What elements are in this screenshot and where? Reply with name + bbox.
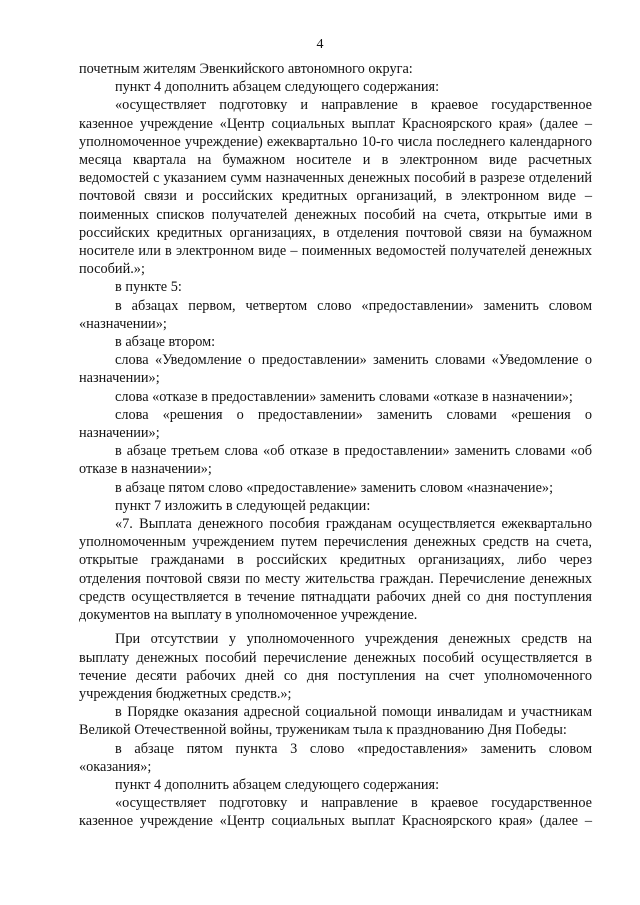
paragraph: в пункте 5: — [115, 279, 182, 296]
paragraph: пункт 7 изложить в следующей редакции: — [115, 497, 371, 514]
page-number: 4 — [316, 37, 324, 52]
paragraph: в абзаце втором: — [115, 334, 216, 351]
paragraph: слова «отказе в предоставлении» заменить словами «отказе в назначении»; — [115, 388, 573, 405]
paragraph: слова «решения о предоставлении» заменить словами «решения о назначении»; — [79, 406, 592, 442]
paragraph: в абзаце пятом слово «предоставление» заменить словом «назначение»; — [115, 479, 554, 496]
paragraph: в абзацах первом, четвертом слово «предоставлении» заменить словом «назначении»; — [79, 297, 592, 332]
paragraph: «осуществляет подготовку и направление в краевое государственное казенное учреждение «Центр социальных выплат Красноярского края» (далее – уполномоченное учреждение) ежеквартально 10-го числа последнего календарного месяца квартала на бумажном носителе и в электронном виде расчетных ведомостей с указанием сумм назначенных денежных пособий в разрезе отделений почтовой связи и российских кредитных организаций, в электронном виде – поименных списков получателей денежных пособий на счета, открытые ими в российских кредитных организациях, в отделения почтовой связи на бумажном носителе или в электронном виде – поименных ведомостей получателей денежных пособий.»; — [79, 97, 592, 278]
document-body — [79, 60, 592, 831]
paragraph: в Порядке оказания адресной социальной помощи инвалидам и участникам Великой Отечественной войны, труженикам тыла к празднованию Дня Победы: — [79, 704, 592, 739]
paragraph: в абзаце пятом пункта 3 слово «предоставления» заменить словом «оказания»; — [79, 740, 592, 775]
paragraph: пункт 4 дополнить абзацем следующего содержания: — [115, 79, 440, 96]
paragraph: При отсутствии у уполномоченного учреждения денежных средств на выплату денежных пособий перечисление денежных пособий осуществляется в течение десяти рабочих дней со дня поступления на счет уполномоченного учреждения бюджетных средств.»; — [79, 631, 592, 702]
paragraph: пункт 4 дополнить абзацем следующего содержания: — [115, 776, 440, 793]
paragraph: почетным жителям Эвенкийского автономного округа: — [79, 61, 413, 77]
paragraph: «7. Выплата денежного пособия гражданам осуществляется ежеквартально уполномоченным учреждением путем перечисления денежных средств на счета, открытые гражданами в российских кредитных организациях, либо через отделения почтовой связи по месту жительства граждан. Перечисление денежных средств осуществляется в течение пятнадцати рабочих дней со дня поступления документов на выплату в уполномоченное учреждение. — [79, 516, 592, 624]
paragraph: в абзаце третьем слова «об отказе в предоставлении» заменить словами «об отказе в назначении»; — [79, 443, 592, 478]
paragraph: «осуществляет подготовку и направление в краевое государственное казенное учреждение «Центр социальных выплат Красноярского края» (далее – — [79, 795, 592, 830]
paragraph: слова «Уведомление о предоставлении» заменить словами «Уведомление о назначении»; — [79, 352, 592, 387]
